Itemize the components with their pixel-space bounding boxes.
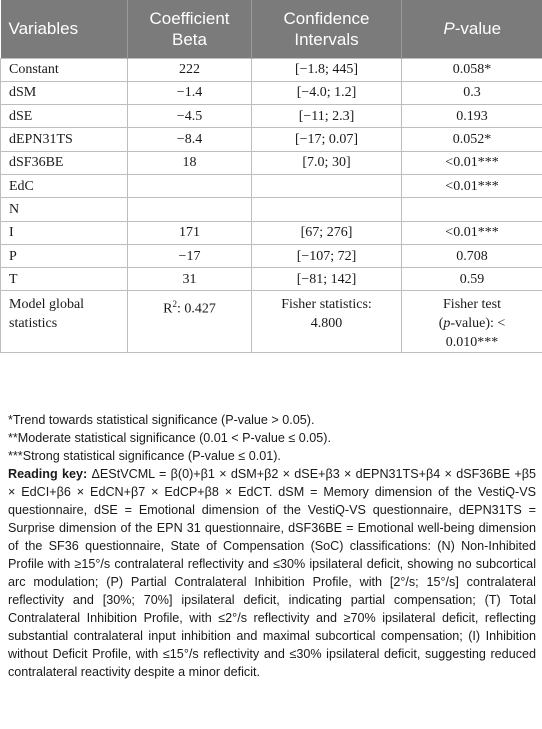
table-row [1, 221, 542, 244]
table-row [1, 81, 542, 104]
cell-pvalue: <0.01*** [402, 174, 542, 197]
header-coefficient: Coefficient Beta [128, 0, 252, 58]
cell-variable: N [1, 198, 128, 221]
global-label: Model global statistics [1, 291, 128, 353]
cell-ci: [−81; 142] [252, 268, 402, 291]
cell-pvalue: <0.01*** [402, 151, 542, 174]
cell-pvalue: 0.3 [402, 81, 542, 104]
r2-sup: 2 [172, 299, 177, 310]
footnote-moderate: **Moderate statistical significance (0.01 < P-value ≤ 0.05). [8, 431, 331, 445]
cell-beta [128, 174, 252, 197]
cell-variable: I [1, 221, 128, 244]
cell-pvalue: 0.052* [402, 128, 542, 151]
global-fisher-stat [252, 291, 402, 353]
cell-ci: [67; 276] [252, 221, 402, 244]
table-row [1, 244, 542, 267]
cell-beta: −4.5 [128, 105, 252, 128]
cell-pvalue: 0.193 [402, 105, 542, 128]
cell-ci [252, 174, 402, 197]
table-row [1, 105, 542, 128]
reading-key-text: ΔEStVCML = β(0)+β1 × dSM+β2 × dSE+β3 × dEPN31TS+β4 × dSF36BE +β5 × EdCI+β6 × EdCN+β7 × EdCP+β8 × EdCT. dSM = Memory dimension of the VestiQ-VS questionnaire, dSE = Emotional dimension of the VestiQ-VS questionnaire, dEPN31TS = Surprise dimension of the EPN 31 questionnaire, dSF36BE = Emotional well-being dimension of the SF36 questionnaire, State of Compensation (SoC) classifications: (N) Non-Inhibited Profile with ≥15°/s contralateral reflectivity and ≤30% ipsilateral deficit, showing no subcortical arc modulation; (P) Partial Contralateral Inhibition Profile, with [2°/s; 15°/s] contralateral reflectivity and [30%; 70%] ipsilateral deficit, indicating partial compensation; (T) Total Contralateral Inhibition Profile, with ≤2°/s reflectivity and ≥70% ipsilateral deficit, reflecting substantial contralateral input inhibition and maximal subcortical compensation; (I) Inhibition without Deficit Profile, with ≤15°/s reflectivity and ≤30% ipsilateral deficit, suggesting reduced contralateral reactivity despite a minor deficit. [8, 467, 536, 679]
cell-ci [252, 198, 402, 221]
table-row [1, 268, 542, 291]
cell-ci: [7.0; 30] [252, 151, 402, 174]
cell-beta [128, 198, 252, 221]
global-fisher-test: Fisher test (p-value): < 0.010*** [402, 291, 542, 353]
table-row [1, 151, 542, 174]
cell-variable: dSM [1, 81, 128, 104]
fisher-stat-label: Fisher statistics: [281, 297, 372, 313]
cell-beta: −17 [128, 244, 252, 267]
cell-beta: −8.4 [128, 128, 252, 151]
cell-variable: dSE [1, 105, 128, 128]
table-body [1, 58, 542, 353]
fisher-test-rest: -value): < [450, 316, 506, 332]
cell-ci: [−4.0; 1.2] [252, 81, 402, 104]
table-row [1, 58, 542, 81]
fisher-test-p: p [443, 316, 451, 332]
table-footnotes [8, 411, 536, 681]
cell-ci: [−11; 2.3] [252, 105, 402, 128]
cell-variable: Constant [1, 58, 128, 81]
cell-variable: EdC [1, 174, 128, 197]
reading-key-label: Reading key: [8, 467, 88, 481]
cell-beta: 31 [128, 268, 252, 291]
table-header [1, 0, 542, 58]
cell-ci: [−17; 0.07] [252, 128, 402, 151]
fisher-stat-value: 4.800 [310, 316, 343, 332]
header-pvalue-p: P [443, 19, 455, 39]
r2-value: : 0.427 [176, 302, 216, 318]
cell-beta: 171 [128, 221, 252, 244]
cell-beta: 18 [128, 151, 252, 174]
cell-ci: [−1.8; 445] [252, 58, 402, 81]
cell-variable: dEPN31TS [1, 128, 128, 151]
table-row [1, 198, 542, 221]
footnote-trend: *Trend towards statistical significance (P-value > 0.05). [8, 413, 315, 427]
reading-key [8, 465, 536, 681]
cell-variable: P [1, 244, 128, 267]
cell-pvalue: 0.59 [402, 268, 542, 291]
header-pvalue-rest: -value [454, 19, 502, 39]
cell-pvalue: <0.01*** [402, 221, 542, 244]
cell-pvalue [402, 198, 542, 221]
cell-pvalue: 0.708 [402, 244, 542, 267]
cell-beta: 222 [128, 58, 252, 81]
regression-table [0, 0, 542, 353]
fisher-test-line1: Fisher test [443, 297, 501, 313]
cell-variable: T [1, 268, 128, 291]
r2-base: R [163, 302, 173, 318]
cell-variable: dSF36BE [1, 151, 128, 174]
cell-pvalue: 0.058* [402, 58, 542, 81]
cell-beta: −1.4 [128, 81, 252, 104]
header-variables: Variables [1, 0, 128, 58]
global-stats-row [1, 291, 542, 353]
table-row [1, 174, 542, 197]
fisher-test-value: 0.010*** [445, 335, 499, 351]
header-confidence: Confidence Intervals [252, 0, 402, 58]
footnote-strong: ***Strong statistical significance (P-value ≤ 0.01). [8, 449, 281, 463]
cell-ci: [−107; 72] [252, 244, 402, 267]
global-r2 [128, 291, 252, 353]
header-pvalue [402, 0, 542, 58]
table-row [1, 128, 542, 151]
